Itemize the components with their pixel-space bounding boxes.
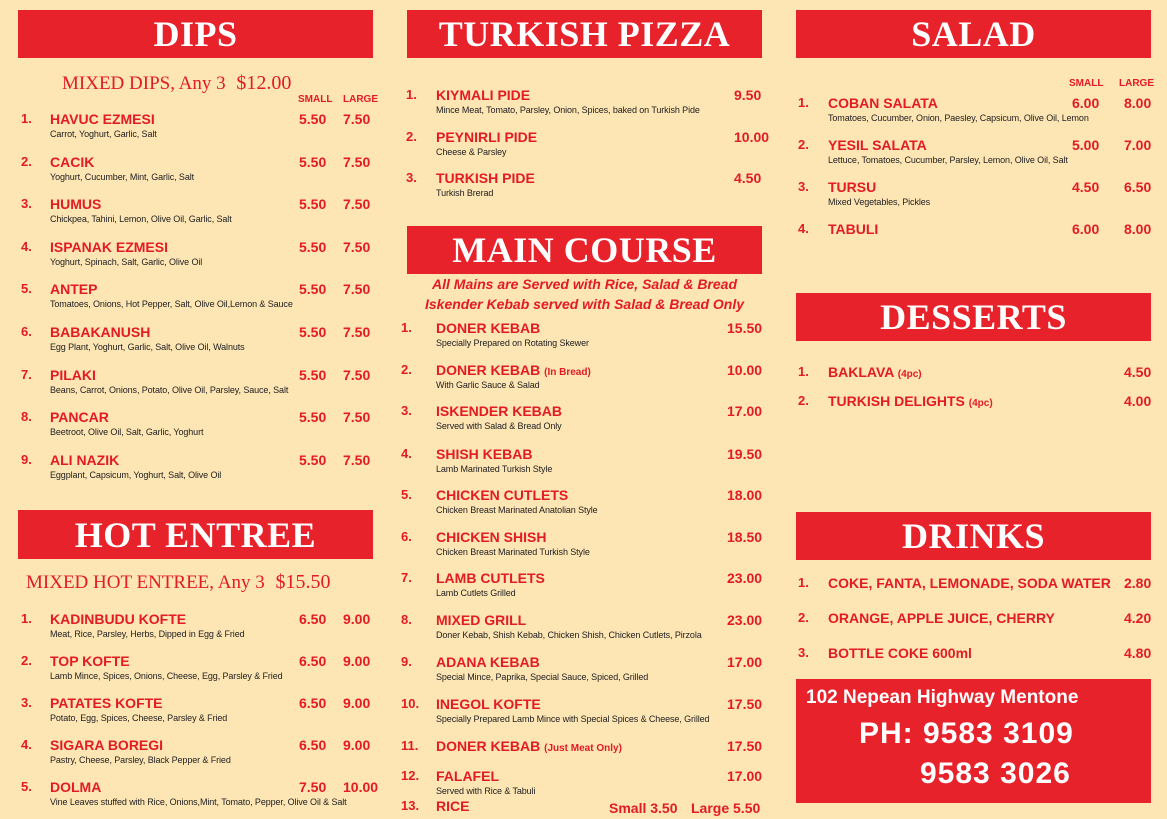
item-portion-note: (4pc) (968, 398, 993, 409)
item-name (828, 364, 922, 380)
item-number: 1. (21, 111, 32, 126)
item-name (50, 452, 119, 468)
item-number: 5. (21, 281, 32, 297)
item-number: 7. (401, 570, 412, 585)
item-price: 18.50 (727, 529, 763, 545)
item-name (828, 575, 1111, 591)
list-item (401, 403, 771, 445)
item-name (50, 367, 96, 383)
item-description: Tomatoes, Cucumber, Onion, Paesley, Capsicum, Olive Oil, Lemon (828, 113, 1089, 123)
item-name (50, 737, 163, 753)
large-price: 8.00 (1124, 221, 1152, 237)
list-item (21, 653, 381, 695)
item-name-text: CACIK (50, 153, 95, 170)
item-name (436, 320, 540, 336)
dips-title: DIPS (18, 10, 373, 58)
dips-col-small: SMALL (298, 94, 333, 105)
item-description: Mince Meat, Tomato, Parsley, Onion, Spices, baked on Turkish Pide (436, 105, 700, 115)
item-name-text: ALI NAZIK (50, 451, 120, 468)
item-name-text: ADANA KEBAB (436, 654, 540, 670)
item-name (436, 403, 562, 419)
item-description: Doner Kebab, Shish Kebab, Chicken Shish, Chicken Cutlets, Pirzola (436, 630, 702, 640)
item-description: Lamb Cutlets Grilled (436, 588, 516, 598)
item-name-text: TABULI (828, 221, 879, 237)
drinks-title: DRINKS (796, 512, 1151, 560)
item-name-text: DONER KEBAB (436, 320, 541, 336)
main-course-note-1: All Mains are Served with Rice, Salad & Bread (432, 276, 737, 292)
large-price: 8.00 (1124, 95, 1152, 111)
item-price: 10.00 (727, 362, 763, 378)
large-price: 7.50 (343, 324, 371, 340)
list-item (401, 446, 771, 488)
item-name-text: BABAKANUSH (50, 324, 151, 340)
list-item (21, 196, 376, 238)
item-number: 1. (401, 320, 412, 335)
item-description: Specially Prepared Lamb Mince with Special Spices & Cheese, Grilled (436, 714, 710, 724)
item-name-text: INEGOL KOFTE (436, 696, 541, 712)
salad-col-small: SMALL (1069, 78, 1104, 89)
dips-col-large: LARGE (343, 94, 378, 105)
item-name-text: COKE, FANTA, LEMONADE, SODA WATER (828, 575, 1111, 591)
item-number: 8. (21, 409, 32, 425)
item-description: Served with Salad & Bread Only (436, 421, 562, 431)
item-number: 2. (21, 153, 32, 169)
item-number: 3. (798, 179, 809, 194)
item-number: 4. (21, 737, 32, 752)
list-item (21, 409, 376, 451)
item-name-text: COBAN SALATA (828, 95, 938, 111)
item-number: 2. (21, 653, 32, 668)
item-name-text: CHICKEN SHISH (436, 529, 547, 545)
item-name-text: TURKISH PIDE (436, 170, 535, 186)
item-description: Beans, Carrot, Onions, Potato, Olive Oil, Parsley, Sauce, Salt (50, 384, 289, 395)
item-number: 2. (798, 610, 809, 625)
item-number: 2. (406, 128, 417, 144)
item-name (436, 362, 591, 378)
small-price: 6.00 (1072, 95, 1100, 111)
item-description: Served with Rice & Tabuli (436, 786, 536, 796)
item-description: Potato, Egg, Spices, Cheese, Parsley & Fried (50, 713, 228, 723)
large-price: 9.00 (343, 611, 371, 627)
small-price: 5.00 (1072, 137, 1100, 153)
item-name (436, 529, 546, 545)
item-name-text: DONER KEBAB (436, 738, 541, 754)
item-number: 13. (401, 798, 420, 813)
item-number: 1. (798, 364, 809, 379)
item-description: Lamb Marinated Turkish Style (436, 464, 553, 474)
list-item (21, 695, 381, 737)
item-number: 6. (401, 529, 412, 544)
item-name-text: ANTEP (50, 281, 98, 298)
item-name-text: BAKLAVA (828, 364, 894, 380)
item-number: 1. (21, 611, 32, 626)
item-name-text: ISKENDER KEBAB (436, 403, 563, 419)
item-name-text: SHISH KEBAB (436, 446, 533, 462)
list-item (406, 87, 776, 129)
item-name-text: MIXED GRILL (436, 612, 527, 628)
item-number: 5. (21, 779, 32, 794)
large-price: 9.00 (343, 653, 371, 669)
main-course-note-2: Iskender Kebab served with Salad & Bread Only (425, 296, 744, 312)
item-name (436, 170, 535, 186)
item-price: 17.50 (727, 738, 763, 754)
item-name (436, 738, 622, 754)
item-name: RICE (436, 798, 470, 814)
item-name (436, 87, 530, 103)
item-name-text: LAMB CUTLETS (436, 570, 545, 586)
item-number: 3. (401, 403, 412, 418)
item-name-text: TURKISH DELIGHTS (828, 393, 965, 409)
item-name-text: KADINBUDU KOFTE (50, 611, 187, 627)
item-portion-note: (In Bread) (544, 367, 591, 378)
list-item (21, 367, 376, 409)
address-text: 102 Nepean Highway Mentone (806, 687, 1079, 708)
list-item (401, 570, 771, 612)
item-price: 18.00 (727, 487, 763, 503)
item-price: 19.50 (727, 446, 763, 462)
large-price: 7.50 (343, 366, 371, 383)
small-price: 5.50 (299, 409, 327, 426)
item-name (436, 696, 541, 712)
item-name-text: KIYMALI PIDE (436, 87, 531, 103)
large-price: 9.00 (343, 737, 371, 753)
item-description: Carrot, Yoghurt, Garlic, Salt (50, 129, 157, 139)
list-item (798, 393, 1158, 435)
item-name (436, 446, 532, 462)
large-price: 7.50 (343, 451, 371, 468)
item-name-text: PANCAR (50, 409, 109, 426)
item-name (436, 612, 526, 628)
large-price: 7.50 (343, 196, 371, 213)
item-description: Egg Plant, Yoghurt, Garlic, Salt, Olive Oil, Walnuts (50, 342, 245, 352)
item-name (828, 221, 878, 237)
large-price: 7.50 (343, 153, 371, 170)
list-item (21, 111, 376, 153)
mixed-hot-entree-label: MIXED HOT ENTREE, Any 3 (26, 572, 265, 593)
large-price: 10.00 (343, 779, 379, 795)
small-price: 6.50 (299, 611, 327, 627)
small-price: 5.50 (299, 238, 327, 255)
item-price: 17.00 (727, 654, 763, 670)
item-name-text: FALAFEL (436, 768, 499, 784)
small-price: 5.50 (299, 451, 327, 468)
rice-large-price: Large 5.50 (691, 800, 761, 816)
small-price: 5.50 (299, 111, 327, 127)
item-name (828, 179, 876, 195)
item-name-text: CHICKEN CUTLETS (436, 487, 569, 503)
item-description: Pastry, Cheese, Parsley, Black Pepper & Fried (50, 755, 231, 765)
item-description: Special Mince, Paprika, Special Sauce, Spiced, Grilled (436, 672, 649, 682)
item-name (50, 196, 101, 212)
item-number: 1. (798, 575, 809, 590)
item-number: 3. (21, 196, 32, 212)
item-price: 17.00 (727, 403, 763, 419)
item-name-text: YESIL SALATA (828, 137, 927, 153)
list-item (798, 95, 1158, 137)
mixed-dips-offer (62, 72, 291, 95)
item-name-text: DONER KEBAB (436, 362, 541, 378)
item-price: 9.50 (734, 87, 762, 103)
item-name (436, 129, 537, 145)
item-number: 4. (798, 221, 809, 236)
list-item (401, 654, 771, 696)
mixed-dips-price: $12.00 (236, 72, 292, 94)
small-price: 4.50 (1072, 179, 1100, 195)
large-price: 7.50 (343, 409, 371, 426)
item-description: Mixed Vegetables, Pickles (828, 197, 931, 207)
item-number: 3. (798, 645, 809, 660)
item-description: Lettuce, Tomatoes, Cucumber, Parsley, Lemon, Olive Oil, Salt (828, 155, 1068, 165)
item-name-text: PILAKI (50, 366, 96, 383)
item-number: 2. (798, 393, 809, 408)
item-number: 2. (401, 362, 412, 377)
mixed-hot-entree-price: $15.50 (275, 571, 331, 593)
small-price: 6.50 (299, 653, 327, 669)
list-item (798, 221, 1158, 263)
item-number: 5. (401, 487, 412, 502)
item-number: 9. (401, 654, 412, 669)
list-item (798, 179, 1158, 221)
list-item (401, 487, 771, 529)
list-item (401, 529, 771, 571)
item-description: Lamb Mince, Spices, Onions, Cheese, Egg, Parsley & Fried (50, 671, 283, 681)
item-price: 17.50 (727, 696, 763, 712)
item-description: Vine Leaves stuffed with Rice, Onions,Mint, Tomato, Pepper, Olive Oil & Salt (50, 797, 347, 807)
item-number: 8. (401, 612, 412, 627)
large-price: 7.00 (1124, 137, 1152, 153)
item-portion-note: (Just Meat Only) (544, 743, 622, 754)
item-name-text: PEYNIRLI PIDE (436, 128, 538, 145)
item-price: 4.00 (1124, 393, 1152, 409)
item-name-text: DOLMA (50, 779, 102, 795)
list-item (21, 779, 381, 819)
item-name (50, 409, 109, 425)
item-name-text: PATATES KOFTE (50, 695, 163, 711)
item-description: Yoghurt, Cucumber, Mint, Garlic, Salt (50, 171, 195, 182)
item-description: Meat, Rice, Parsley, Herbs, Dipped in Egg & Fried (50, 629, 245, 639)
large-price: 7.50 (343, 281, 371, 298)
hot-entree-title: HOT ENTREE (18, 510, 373, 559)
small-price: 5.50 (299, 281, 327, 298)
contact-box (796, 679, 1151, 803)
item-name (436, 570, 545, 586)
large-price: 6.50 (1124, 179, 1152, 195)
item-name-text: HAVUC EZMESI (50, 111, 155, 127)
item-price: 4.50 (1124, 364, 1152, 380)
item-name (828, 95, 938, 111)
list-item (401, 696, 771, 738)
small-price: 5.50 (299, 366, 327, 383)
item-name (50, 695, 163, 711)
item-name-text: TOP KOFTE (50, 653, 130, 669)
item-name-text: SIGARA BOREGI (50, 737, 164, 753)
item-number: 4. (401, 446, 412, 461)
mixed-dips-label: MIXED DIPS, Any 3 (62, 73, 226, 94)
item-number: 11. (401, 738, 419, 753)
item-name-text: BOTTLE COKE 600ml (828, 645, 972, 661)
item-name (50, 111, 155, 127)
item-number: 1. (798, 95, 809, 110)
item-description: Yoghurt, Spinach, Salt, Garlic, Olive Oil (50, 256, 203, 267)
item-description: Chicken Breast Marinated Turkish Style (436, 547, 590, 557)
small-price: 6.00 (1072, 221, 1100, 237)
list-item (406, 170, 776, 212)
item-price: 4.20 (1124, 610, 1152, 626)
list-item-rice (401, 798, 771, 818)
item-description: Eggplant, Capsicum, Yoghurt, Salt, Olive Oil (50, 469, 222, 480)
item-name (436, 768, 499, 784)
rice-small-price: Small 3.50 (609, 800, 678, 816)
item-description: With Garlic Sauce & Salad (436, 380, 540, 390)
phone-2: 9583 3026 (920, 757, 1071, 790)
salad-title: SALAD (796, 10, 1151, 58)
item-number: 10. (401, 696, 420, 711)
item-name (50, 611, 186, 627)
large-price: 9.00 (343, 695, 371, 711)
small-price: 7.50 (299, 779, 327, 795)
list-item (21, 737, 381, 779)
list-item (798, 137, 1158, 179)
item-number: 6. (21, 324, 32, 339)
item-name (828, 610, 1055, 626)
item-price: 2.80 (1124, 575, 1152, 591)
item-name (436, 487, 568, 503)
salad-col-large: LARGE (1119, 78, 1154, 89)
item-description: Chickpea, Tahini, Lemon, Olive Oil, Garlic, Salt (50, 214, 232, 225)
list-item (401, 612, 771, 654)
item-number: 3. (21, 695, 32, 710)
item-price: 15.50 (727, 320, 763, 336)
desserts-title: DESSERTS (796, 293, 1151, 341)
list-item (21, 324, 376, 366)
item-description: Specially Prepared on Rotating Skewer (436, 338, 589, 348)
item-description: Tomatoes, Onions, Hot Pepper, Salt, Olive Oil,Lemon & Sauce (50, 299, 293, 310)
list-item (21, 281, 376, 323)
item-description: Beetroot, Olive Oil, Salt, Garlic, Yoghurt (50, 427, 204, 438)
item-name-text: TURSU (828, 179, 877, 195)
list-item (401, 362, 771, 404)
item-price: 4.80 (1124, 645, 1152, 661)
item-name (50, 779, 101, 795)
item-price: 17.00 (727, 768, 763, 784)
item-price: 23.00 (727, 570, 763, 586)
small-price: 5.50 (299, 196, 327, 213)
mixed-hot-entree-offer (26, 571, 330, 594)
list-item (21, 154, 376, 196)
item-name-text: ISPANAK EZMESI (50, 238, 168, 255)
main-course-title: MAIN COURSE (407, 226, 762, 274)
item-name (828, 393, 993, 409)
item-name (828, 645, 972, 661)
list-item (21, 239, 376, 281)
item-description: Turkish Brerad (436, 188, 494, 198)
turkish-pizza-title: TURKISH PIZZA (407, 10, 762, 58)
item-name (828, 137, 927, 153)
item-name (436, 654, 540, 670)
item-name-text: ORANGE, APPLE JUICE, CHERRY (828, 610, 1055, 626)
item-name (50, 653, 130, 669)
item-number: 2. (798, 137, 809, 152)
list-item (21, 611, 381, 653)
list-item (406, 129, 776, 171)
small-price: 5.50 (299, 153, 327, 170)
item-price: 23.00 (727, 612, 763, 628)
small-price: 6.50 (299, 737, 327, 753)
item-name (50, 239, 168, 255)
item-name (50, 154, 94, 170)
list-item (21, 452, 376, 494)
item-price: 10.00 (734, 128, 770, 145)
phone-1: PH: 9583 3109 (859, 717, 1074, 750)
large-price: 7.50 (343, 238, 371, 255)
item-description: Cheese & Parsley (436, 146, 507, 157)
item-number: 9. (21, 451, 32, 467)
item-number: 12. (401, 768, 420, 783)
item-number: 1. (406, 87, 417, 102)
item-number: 7. (21, 366, 32, 382)
list-item (401, 320, 771, 362)
item-number: 3. (406, 170, 417, 185)
small-price: 6.50 (299, 695, 327, 711)
item-name-text: HUMUS (50, 196, 102, 213)
item-description: Chicken Breast Marinated Anatolian Style (436, 505, 598, 515)
small-price: 5.50 (299, 324, 327, 340)
item-price: 4.50 (734, 170, 762, 186)
item-portion-note: (4pc) (897, 369, 922, 380)
item-number: 4. (21, 238, 32, 254)
item-name (50, 281, 97, 297)
large-price: 7.50 (343, 111, 371, 127)
item-name (50, 324, 150, 340)
